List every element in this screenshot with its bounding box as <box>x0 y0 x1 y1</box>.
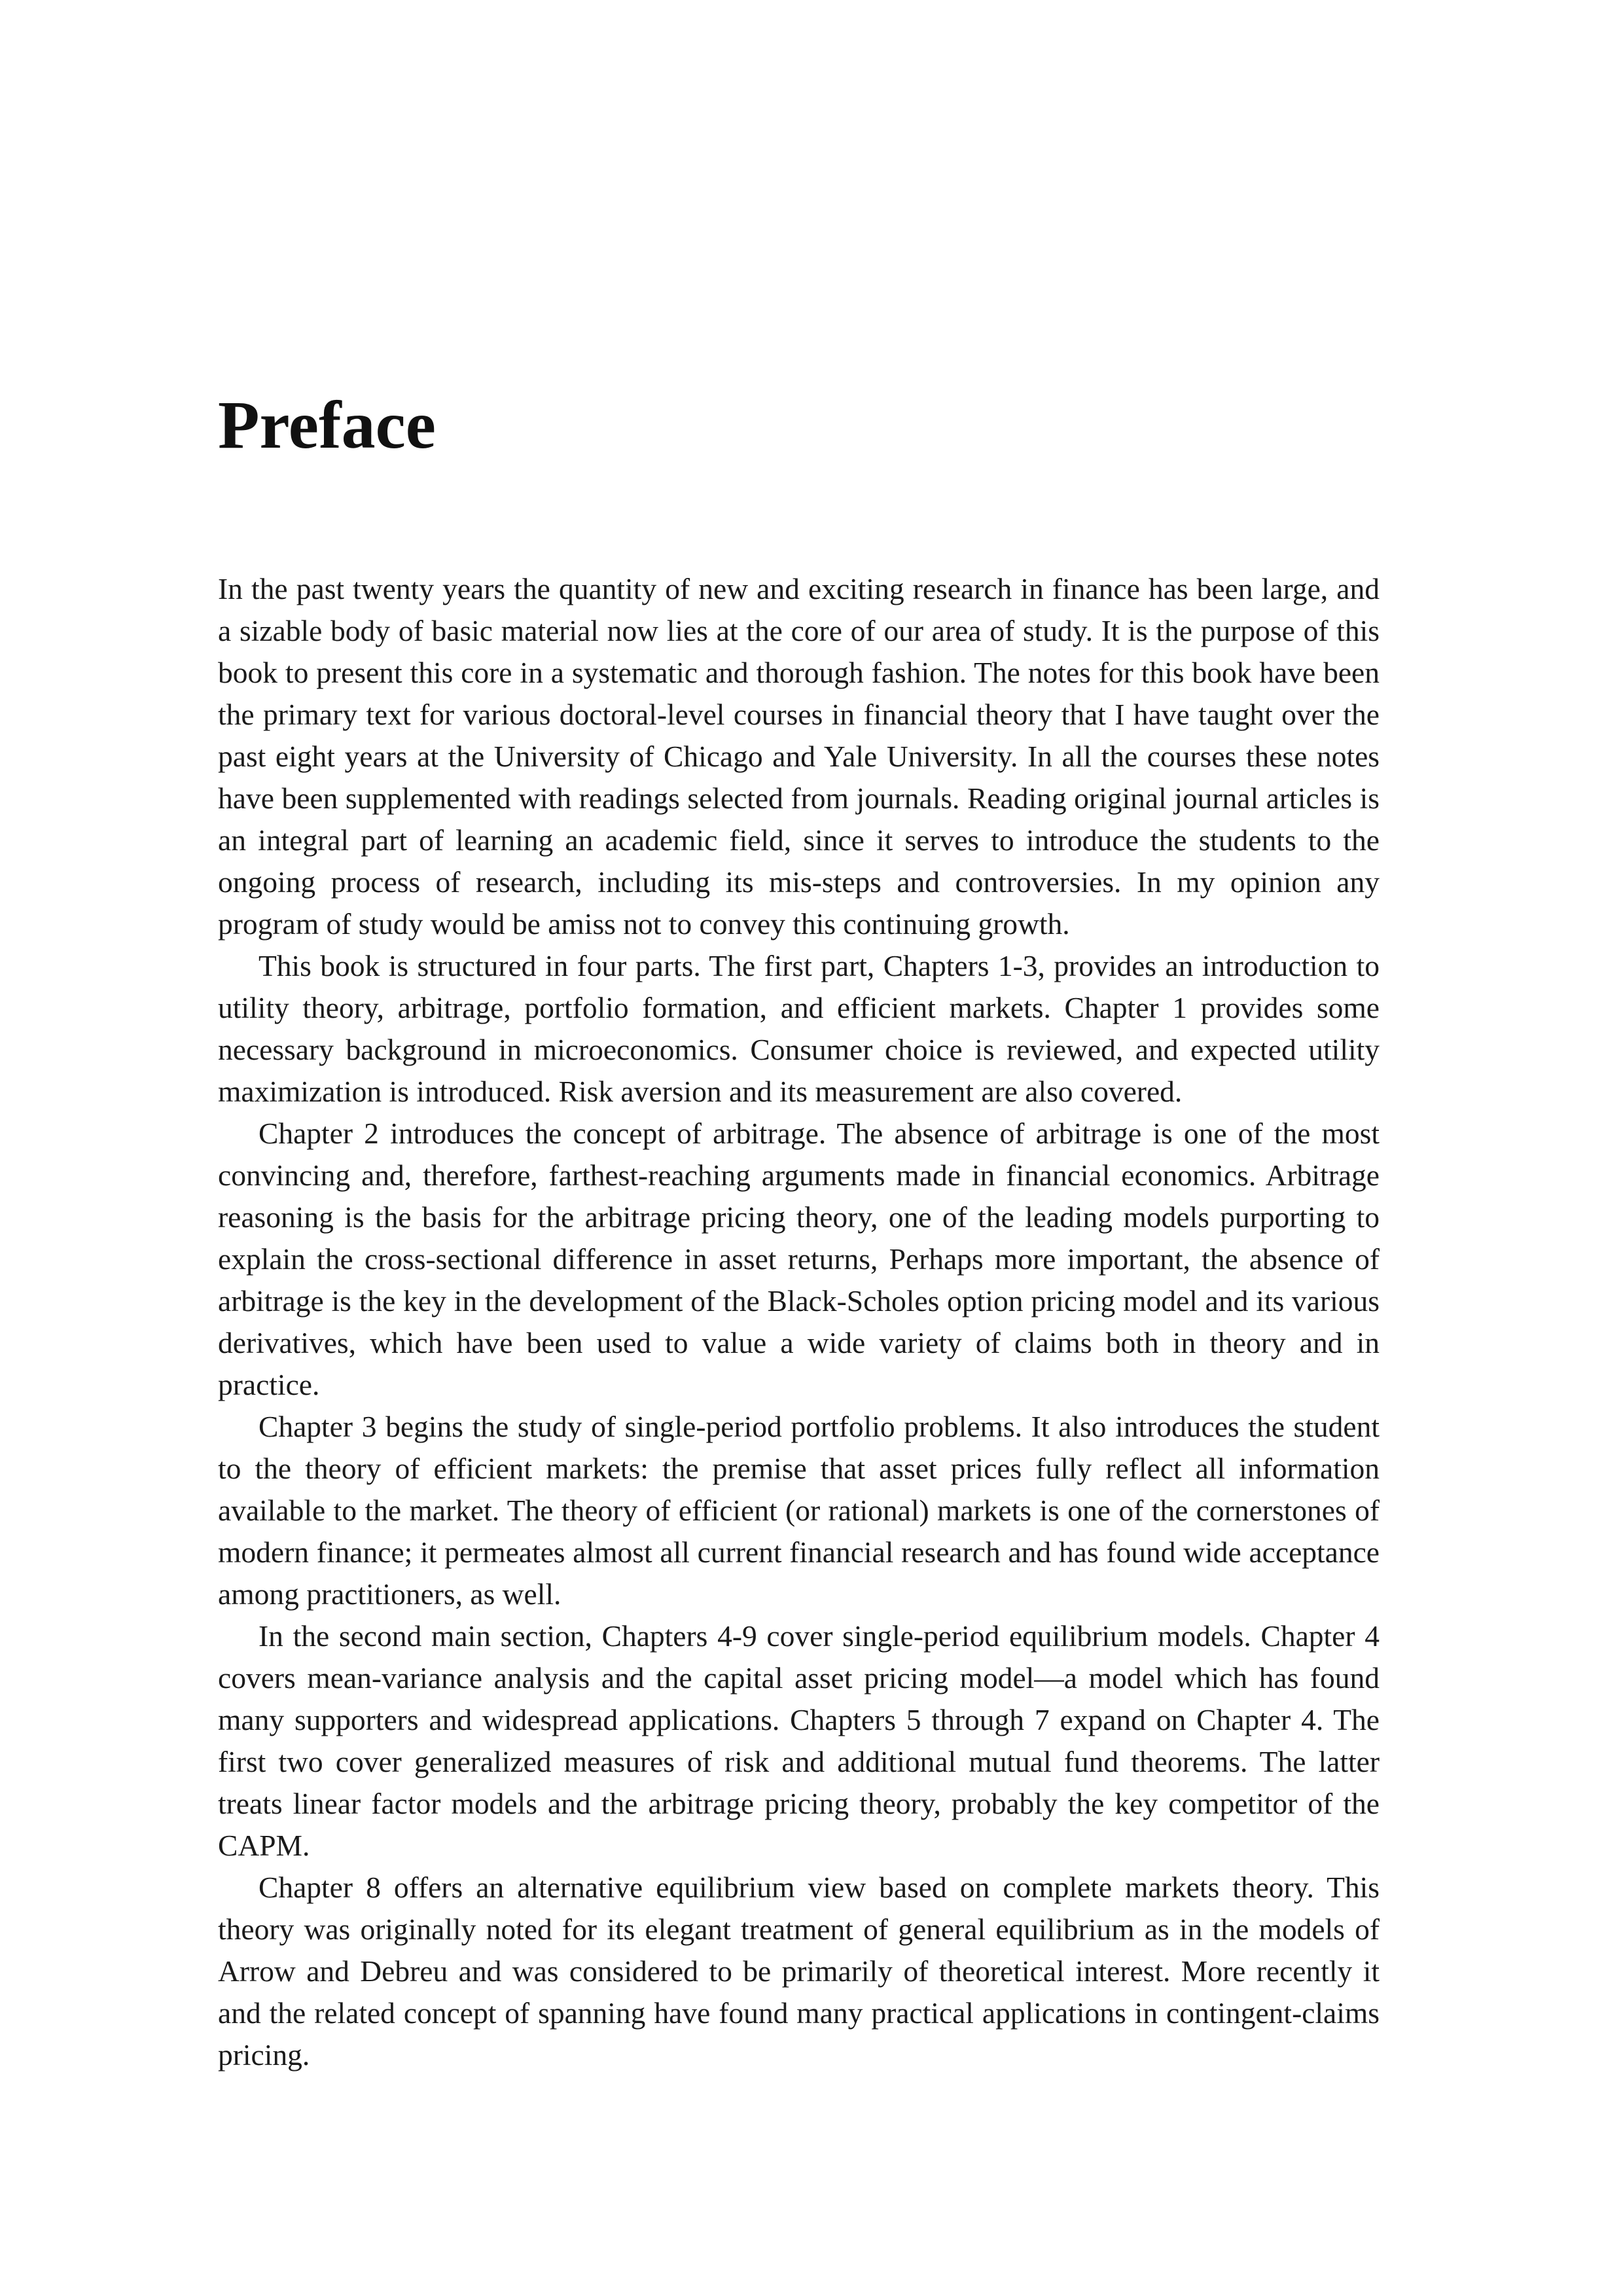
preface-body <box>218 568 1380 2076</box>
paragraph-structure: This book is structured in four parts. The first part, Chapters 1-3, provides an introduction to utility theory, arbitrage, portfolio formation, and efficient markets. Chapter 1 provides some necessary background in microeconomics. Consumer choice is reviewed, and expected utility maximization is introduced. Risk aversion and its measurement are also covered. <box>218 949 1380 1108</box>
paragraph-chapter-3: Chapter 3 begins the study of single-period portfolio problems. It also introduces the student to the theory of efficient markets: the premise that asset prices fully reflect all information available to the market. The theory of efficient (or rational) markets is one of the cornerstones of modern finance; it permeates almost all current financial research and has found wide acceptance among practitioners, as well. <box>218 1410 1380 1611</box>
paragraph-chapter-8: Chapter 8 offers an alternative equilibrium view based on complete markets theory. This theory was originally noted for its elegant treatment of general equilibrium as in the models of Arrow and Debreu and was considered to be primarily of theoretical interest. More recently it and the related concept of spanning have found many practical applications in contingent-claims pricing. <box>218 1871 1380 2072</box>
paragraph-chapters-4-9: In the second main section, Chapters 4-9 cover single-period equilibrium models. Chapter 4 covers mean-variance analysis and the capital asset pricing model—a model which has found many supporters and widespread applications. Chapters 5 through 7 expand on Chapter 4. The first two cover generalized measures of risk and additional mutual fund theorems. The latter treats linear factor models and the arbitrage pricing theory, probably the key competitor of the CAPM. <box>218 1619 1380 1862</box>
paragraph-chapter-2: Chapter 2 introduces the concept of arbitrage. The absence of arbitrage is one of the most convincing and, therefore, farthest-reaching arguments made in financial economics. Arbitrage reasoning is the basis for the arbitrage pricing theory, one of the leading models purporting to explain the cross-sectional difference in asset returns, Perhaps more important, the absence of arbitrage is the key in the development of the Black-Scholes option pricing model and its various derivatives, which have been used to value a wide variety of claims both in theory and in practice. <box>218 1117 1380 1401</box>
page-title: Preface <box>218 387 436 463</box>
paragraph-intro: In the past twenty years the quantity of new and exciting research in finance has been large, and a sizable body of basic material now lies at the core of our area of study. It is the purpose of this book to present this core in a systematic and thorough fashion. The notes for this book have been the primary text for various doctoral-level courses in financial theory that I have taught over the past eight years at the University of Chicago and Yale University. In all the courses these notes have been supplemented with readings selected from journals. Reading original journal articles is an integral part of learning an academic field, since it serves to introduce the students to the ongoing process of research, including its mis-steps and controversies. In my opinion any program of study would be amiss not to convey this continuing growth. <box>218 572 1380 941</box>
